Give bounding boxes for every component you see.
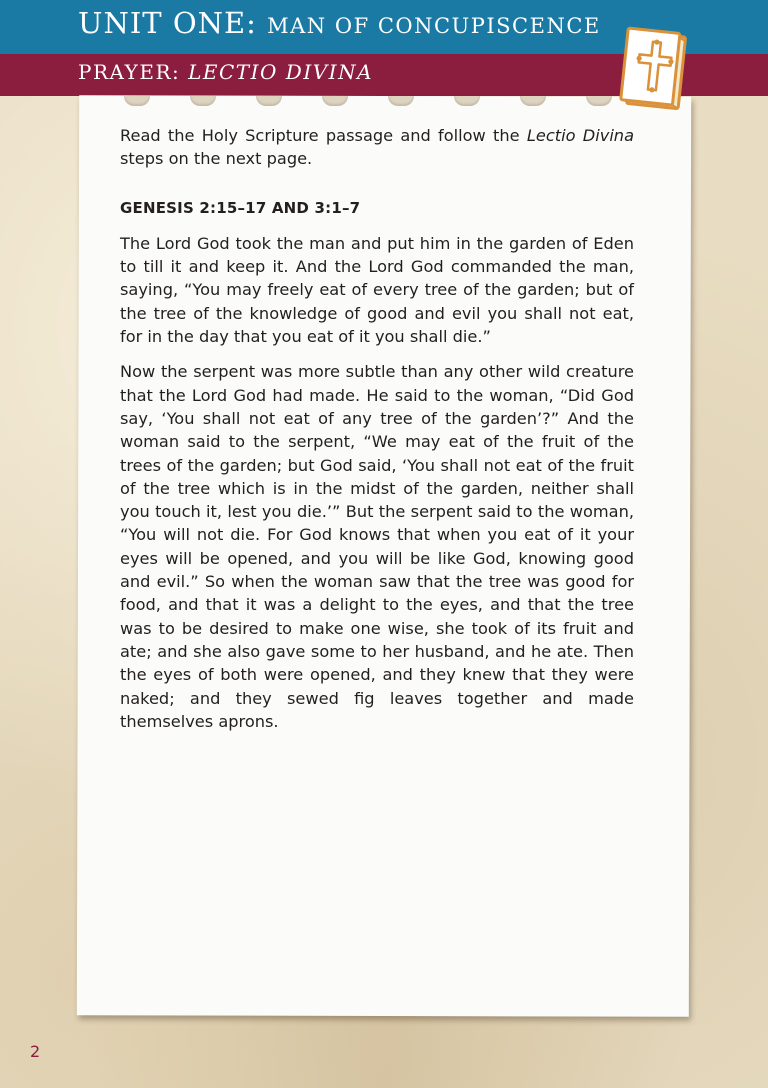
punch-hole [388,96,414,106]
prayer-subtitle: LECTIO DIVINA [188,60,374,84]
punch-hole [256,96,282,106]
page-number: 2 [30,1042,41,1061]
intro-text-italic: Lectio Divina [526,126,634,145]
punch-hole [520,96,546,106]
intro-text-start: Read the Holy Scripture passage and follow the [120,126,527,145]
intro-text-end: steps on the next page. [120,149,313,169]
unit-title [78,6,601,40]
punch-hole [322,96,348,106]
punch-hole [190,96,216,106]
scripture-reference: GENESIS 2:15–17 AND 3:1–7 [120,198,361,217]
unit-label: UNIT ONE: [78,6,257,40]
scripture-paragraph-2: Now the serpent was more subtle than any other wild creature that the Lord God had made. He said to the woman, “Did God say, ‘You shall not eat of any tree of the garden’?” And the woman said to the serpent, “We may eat of the fruit of the trees of the garden; but God said, ‘You shall not eat of the fruit of the tree which is in the midst of the garden, neither shall you touch it, lest you die.’” But the serpent said to the woman, “You will not die. For God knows that when you eat of it your eyes will be opened, and you will be like God, knowing good and evil.” So when the woman saw that the tree was good for food, and that it was a delight to the eyes, and that the tree was to be desired to make one wise, she took of its fruit and ate; and she also gave some to her husband, and he ate. Then the eyes of both were opened, and they knew that they were naked; and they sewed fig leaves together and made themselves aprons. [120,362,634,731]
scripture-paragraph-1: The Lord God took the man and put him in the garden of Eden to till it and keep it. And the Lord God commanded the man, saying, “You may freely eat of every tree of the garden; but of the tree of the knowledge of good and evil you shall not eat, for in the day that you eat of it you shall die.” [120,233,634,347]
punch-hole [586,96,612,106]
unit-subtitle: MAN OF CONCUPISCENCE [267,14,601,38]
intro-text [120,124,634,171]
scripture-content [120,124,634,733]
prayer-title [78,60,373,84]
prayer-label: PRAYER: [78,60,181,84]
bible-cross-icon [616,26,692,114]
punch-hole [124,96,150,106]
punch-hole [454,96,480,106]
